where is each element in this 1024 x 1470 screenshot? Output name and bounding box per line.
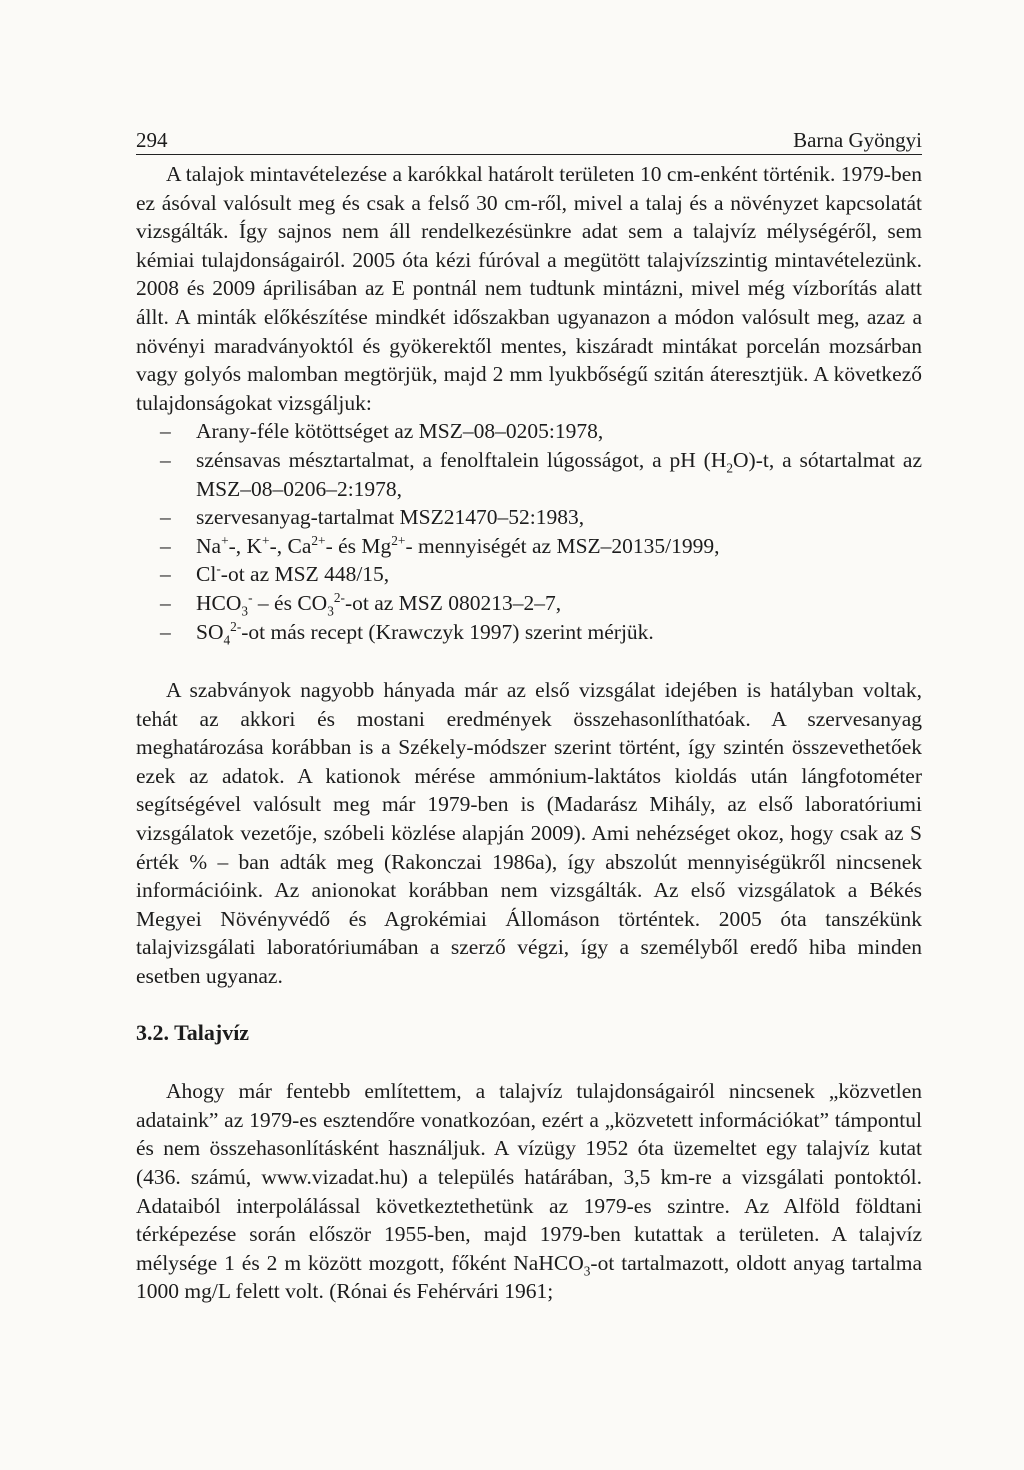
superscript: 2- <box>333 589 345 605</box>
paragraph-groundwater <box>136 1077 922 1306</box>
list-item <box>136 532 922 561</box>
list-item-text: Na <box>196 533 222 558</box>
paragraph-sampling: A talajok mintavételezése a karókkal határolt területen 10 cm-enként történik. 1979-ben ez ásóval valósult meg és csak a felső 30 cm-ről, mivel a talaj és a növényzet kapcsolatát vizsgálták. Így sajnos nem áll rendelkezésünkre adat sem a talajvíz mélységéről, sem kémiai tulajdonságairól. 2005 óta kézi fúróval a megütött talajvízszintig mintavételezünk. 2008 és 2009 áprilisában az E pontnál nem tudtunk mintázni, mivel még vízborítás alatt állt. A minták előkészítése mindkét időszakban ugyanazon a módon valósult meg, azaz a növényi maradványoktól és gyökerektől mentes, kiszáradt mintákat porcelán mozsárban vagy golyós malomban megtörjük, majd 2 mm lyukbőségű szitán áteresztjük. A következő tulajdonságokat vizsgáljuk: <box>136 162 922 415</box>
list-item-text: -ot más recept (Krawczyk 1997) szerint mérjük. <box>241 619 654 644</box>
list-item <box>136 503 922 532</box>
page-number: 294 <box>136 128 168 152</box>
list-item-text: -, Ca <box>269 533 312 558</box>
list-item <box>136 560 922 589</box>
list-item-text: SO <box>196 619 224 644</box>
list-dash: – <box>160 533 171 558</box>
superscript: + <box>262 532 270 548</box>
list-item-text: szervesanyag-tartalmat MSZ21470–52:1983, <box>196 505 585 530</box>
list-dash: – <box>160 447 171 472</box>
spacer <box>136 991 922 1019</box>
superscript: + <box>221 532 229 548</box>
list-dash: – <box>160 505 171 530</box>
subscript: 2 <box>726 460 734 476</box>
running-author: Barna Gyöngyi <box>793 128 922 152</box>
section-heading: 3.2. Talajvíz <box>136 1019 250 1045</box>
list-item <box>136 446 922 503</box>
subscript: 3 <box>583 1263 591 1279</box>
list-item-text: -ot az MSZ 448/15, <box>220 562 390 587</box>
properties-list <box>136 417 922 646</box>
superscript: - <box>248 589 253 605</box>
list-item-text: - és Mg <box>325 533 392 558</box>
list-dash: – <box>160 419 171 444</box>
subscript: 4 <box>223 631 231 647</box>
list-item-text: Cl <box>196 562 217 587</box>
list-item <box>136 589 922 618</box>
list-dash: – <box>160 562 171 587</box>
list-item-text: Arany-féle kötöttséget az MSZ–08–0205:1978, <box>196 419 604 444</box>
superscript: - <box>216 561 221 577</box>
list-dash: – <box>160 619 171 644</box>
list-item-text: -, K <box>228 533 263 558</box>
spacer <box>136 1047 922 1077</box>
list-item-text: - mennyiségét az MSZ–20135/1999, <box>405 533 720 558</box>
superscript: 2+ <box>311 532 326 548</box>
paragraph-text: Ahogy már fentebb említettem, a talajvíz tulajdonságairól nincsenek „közvetlen adataink” az 1979-es esztendőre vonatkozóan, ezért a „közvetett információkat” támpontul és nem összehasonlításként használjuk. A vízügy 1952 óta üzemeltet egy talajvíz kutat (436. számú, www.vizadat.hu) a település határában, 3,5 km-re a vizsgálati pontoktól. Adataiból interpolálással következtethetünk az 1979-es szintre. Az Alföld földtani térképezése során először 1955-ben, majd 1979-ben kutattak a területen. A talajvíz mélysége 1 és 2 m között mozgott, főként NaHCO <box>136 1079 922 1275</box>
running-header <box>136 128 922 155</box>
paragraph-text: -ot tartalmazott, oldott anyag tartalma 1000 mg/L felett volt. (Rónai és Fehérvári 1961; <box>136 1250 922 1304</box>
list-item-text: HCO <box>196 590 242 615</box>
superscript: 2- <box>230 618 242 634</box>
subscript: 3 <box>241 603 249 619</box>
superscript: 2+ <box>391 532 406 548</box>
body-text <box>136 160 922 1306</box>
list-item-text: -ot az MSZ 080213–2–7, <box>344 590 562 615</box>
list-item-text: O)-t, a sótartalmat az MSZ–08–0206–2:1978, <box>196 447 922 501</box>
list-dash: – <box>160 590 171 615</box>
list-item-text: – és CO <box>252 590 328 615</box>
spacer <box>136 646 922 676</box>
list-item-text: szénsavas mésztartalmat, a fenolftalein lúgosságot, a pH (H <box>196 447 727 472</box>
list-item <box>136 417 922 446</box>
list-item <box>136 618 922 647</box>
paragraph-standards: A szabványok nagyobb hányada már az első vizsgálat idejében is hatályban voltak, tehát az akkori és mostani eredmények összehasonlíthatóak. A szervesanyag meghatározása korábban is a Székely-módszer szerint történt, így szintén összevethetőek ezek az adatok. A kationok mérése ammónium-laktátos kioldás után lángfotométer segítségével valósult meg már 1979-ben is (Madarász Mihály, az első laboratóriumi vizsgálatok vezetője, szóbeli közlése alapján 2009). Ami nehézséget okoz, hogy csak az S érték % – ban adták meg (Rakonczai 1986a), így abszolút mennyiségükről nincsenek információink. Az anionokat korábban nem vizsgálták. Az első vizsgálatok a Békés Megyei Növényvédő és Agrokémiai Állomáson történtek. 2005 óta tanszékünk talajvizsgálati laboratóriumában a szerző végzi, így a személyből eredő hiba minden esetben ugyanaz. <box>136 678 922 989</box>
subscript: 3 <box>327 603 334 619</box>
